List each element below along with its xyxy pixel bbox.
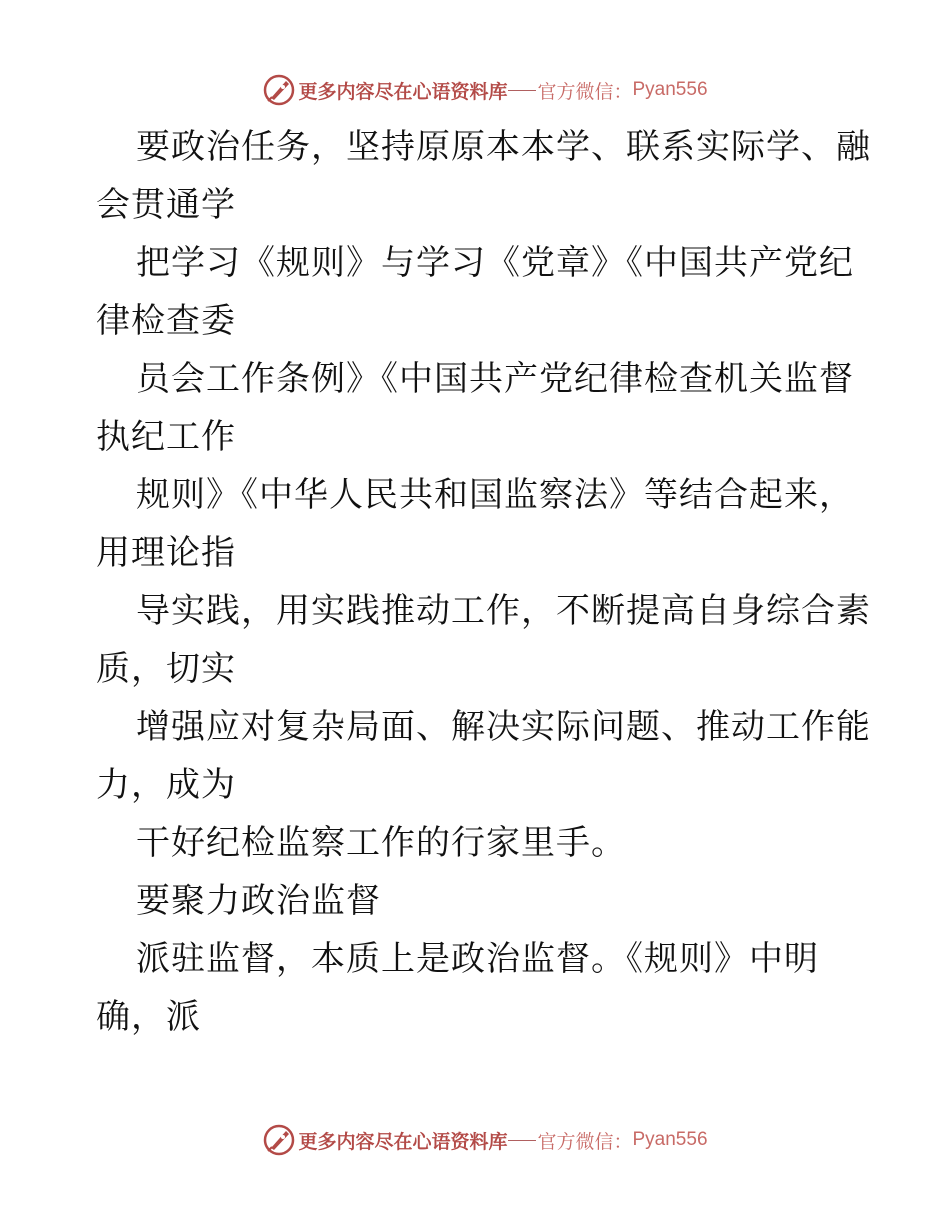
text-line: 确，派 xyxy=(96,997,201,1037)
header-watermark xyxy=(0,70,950,110)
text-line: 质，切实 xyxy=(96,649,236,689)
footer-watermark xyxy=(0,1120,950,1160)
watermark-wechat-label: 官方微信： xyxy=(537,80,633,103)
text-line: 导实践，用实践推动工作，不断提高自身综合素 xyxy=(136,591,871,631)
watermark-dash xyxy=(508,90,536,91)
watermark-dash xyxy=(508,1140,536,1141)
watermark-wechat-label: 官方微信： xyxy=(537,1130,633,1153)
text-line: 律检查委 xyxy=(96,301,236,341)
text-line: 派驻监督，本质上是政治监督。《规则》中明 xyxy=(136,939,819,979)
text-line: 要政治任务，坚持原原本本学、联系实际学、融 xyxy=(136,127,871,167)
text-line: 用理论指 xyxy=(96,533,236,573)
text-line: 员会工作条例》《中国共产党纪律检查机关监督 xyxy=(136,359,854,399)
text-line: 执纪工作 xyxy=(96,417,236,457)
watermark-wechat-id: Pyan556 xyxy=(632,1129,708,1150)
text-line: 会贯通学 xyxy=(96,185,236,225)
document-body xyxy=(96,118,871,1046)
quill-pen-logo-icon xyxy=(262,1123,296,1157)
text-line: 要聚力政治监督 xyxy=(136,881,381,921)
watermark-wechat-id: Pyan556 xyxy=(632,79,708,100)
text-line: 干好纪检监察工作的行家里手。 xyxy=(136,823,626,863)
text-line: 增强应对复杂局面、解决实际问题、推动工作能 xyxy=(136,707,871,747)
text-line: 规则》《中华人民共和国监察法》等结合起来， xyxy=(136,475,854,515)
watermark-site-text: 更多内容尽在心语资料库 xyxy=(298,1130,508,1153)
text-line: 把学习《规则》与学习《党章》《中国共产党纪 xyxy=(136,243,854,283)
text-line: 力，成为 xyxy=(96,765,236,805)
quill-pen-logo-icon xyxy=(262,73,296,107)
watermark-site-text: 更多内容尽在心语资料库 xyxy=(298,80,508,103)
